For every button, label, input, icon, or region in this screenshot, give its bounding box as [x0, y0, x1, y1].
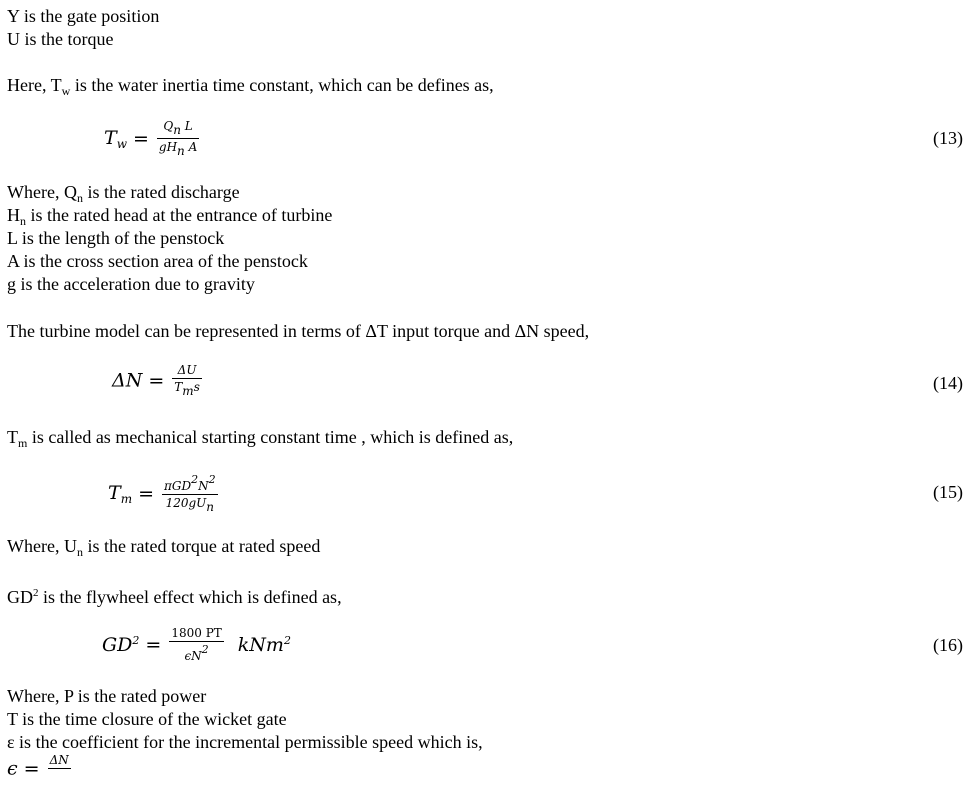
text-line-gd2: $GD^2$ is the flywheel effect which is defined as, [7, 587, 342, 607]
text-line-gravity: g is the acceleration due to gravity [7, 274, 255, 294]
text-line-tm: $T_m$ is called as mechanical starting constant time , which is defined as, [7, 427, 514, 450]
equation-number-15: (15) [933, 482, 963, 502]
text-line-time-closure: T is the time closure of the wicket gate [7, 709, 287, 729]
equation-number-13: (13) [933, 128, 963, 148]
equation-14: ΔN = $\frac{\Delta U}{T_ms}$ [112, 363, 200, 398]
text-line-tw-intro: Here, $T_w$ is the water inertia time constant, which can be defines as, [7, 75, 494, 98]
equation-16: $GD^2$ = $\frac{1800 PT}{\epsilon N^2}$ kNm$^2$ [102, 626, 291, 663]
equation-13: $T_w$ = $\frac{Q_n L}{gH_n A}$ [104, 119, 198, 158]
text-line-where-qn: Where, $Q_n$ is the rated discharge [7, 182, 240, 205]
text-line-area: A is the cross section area of the penstock [7, 251, 308, 271]
text-line-gate-position: Y is the gate position [7, 6, 160, 26]
equation-15: $T_m$ = $\frac{\pi GD^2N^2}{120gU_n}$ [108, 473, 216, 514]
equation-number-16: (16) [933, 635, 963, 655]
equation-number-14: (14) [933, 373, 963, 393]
text-line-turbine-model: The turbine model can be represented in terms of ΔT input torque and ΔN speed, [7, 321, 590, 341]
text-line-torque: U is the torque [7, 29, 114, 49]
equation-epsilon: ϵ = ΔN [7, 753, 69, 780]
text-line-where-un: Where, $U_n$ is the rated torque at rated speed [7, 536, 321, 559]
text-line-rated-power: Where, P is the rated power [7, 686, 207, 706]
text-line-length: L is the length of the penstock [7, 228, 225, 248]
text-line-epsilon: ε is the coefficient for the incremental permissible speed which is, [7, 732, 483, 752]
text-line-hn: $H_n$ is the rated head at the entrance of turbine [7, 205, 333, 228]
